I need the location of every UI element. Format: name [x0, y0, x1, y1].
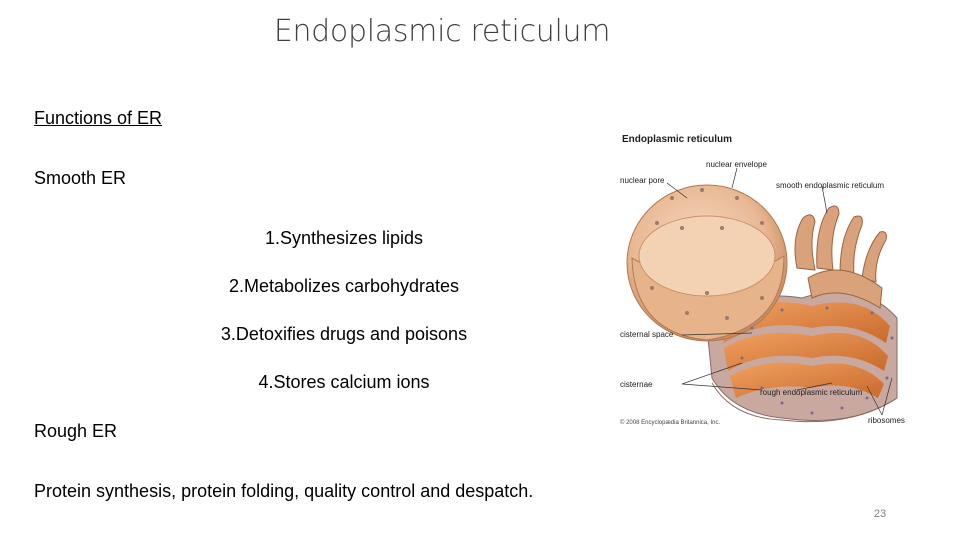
rough-er-text: Protein synthesis, protein folding, quality control and despatch.	[34, 481, 534, 501]
rough-er-heading: Rough ER	[34, 421, 118, 441]
figure-credit: © 2008 Encyclopædia Britannica, Inc.	[620, 420, 721, 426]
figure-title: Endoplasmic reticulum	[622, 134, 733, 145]
nucleus	[627, 185, 787, 341]
label-cisternae: cisternae	[620, 380, 653, 389]
slide-title: Endoplasmic reticulum	[273, 14, 611, 49]
label-nuclear-pore: nuclear pore	[620, 176, 665, 185]
functions-heading: Functions of ER	[34, 108, 163, 128]
label-smooth-er: smooth endoplasmic reticulum	[776, 181, 885, 190]
label-cisternal-space: cisternal space	[620, 330, 674, 339]
smooth-er-tubules	[795, 206, 886, 308]
page-number: 23	[873, 508, 887, 520]
label-nuclear-envelope: nuclear envelope	[706, 160, 767, 169]
smooth-function-item: 3.Detoxifies drugs and poisons	[220, 324, 468, 344]
smooth-function-item: 2.Metabolizes carbohydrates	[228, 276, 460, 296]
smooth-function-item: 4.Stores calcium ions	[258, 372, 430, 392]
label-rough-er: rough endoplasmic reticulum	[760, 388, 863, 397]
label-ribosomes: ribosomes	[868, 416, 905, 425]
er-diagram	[612, 128, 912, 434]
smooth-er-heading: Smooth ER	[34, 168, 127, 188]
smooth-function-item: 1.Synthesizes lipids	[264, 228, 424, 248]
